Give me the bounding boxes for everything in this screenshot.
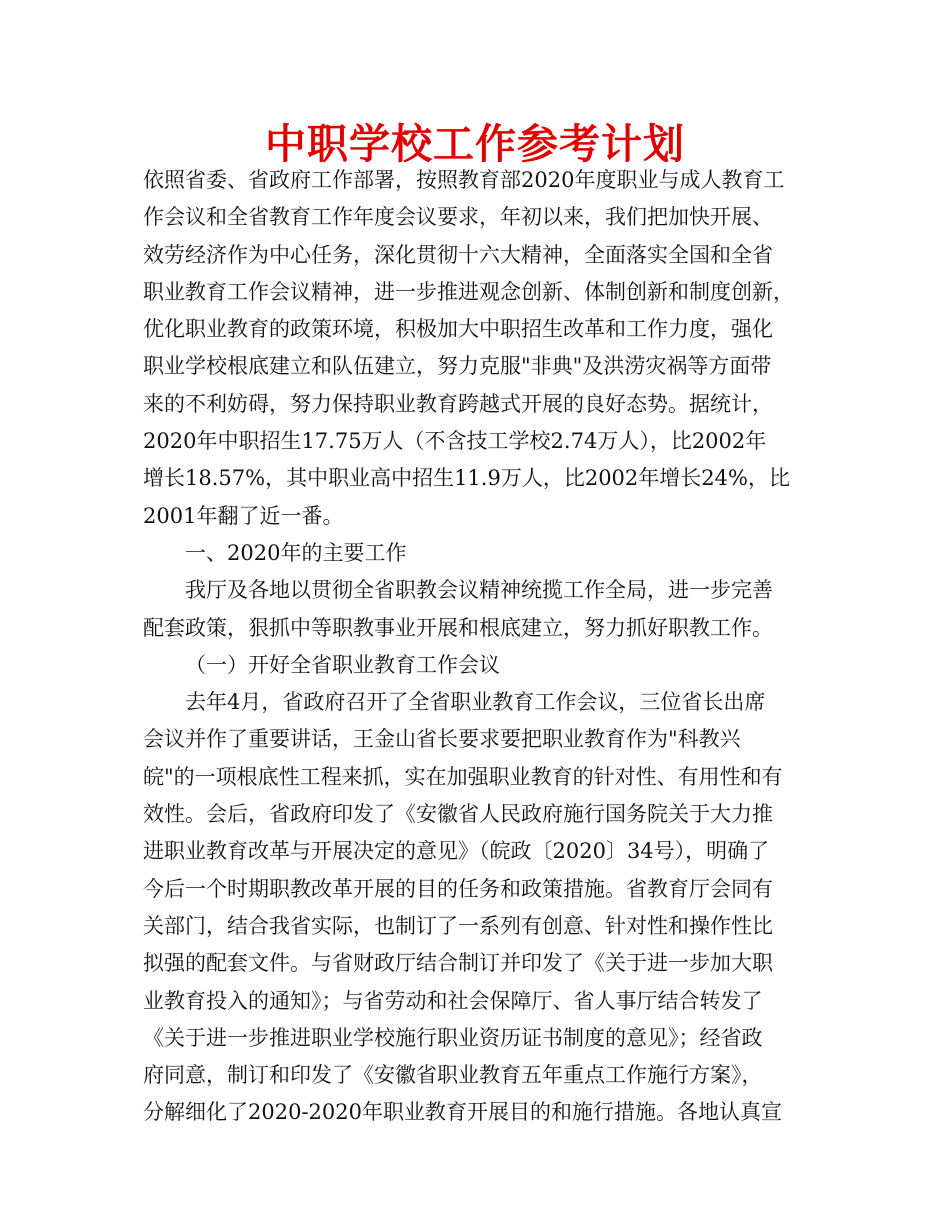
text-line: 进职业教育改革与开展决定的意见》（皖政〔2020〕34号），明确了 — [143, 839, 770, 864]
text-line: 优化职业教育的政策环境，积极加大中职招生改革和工作力度，强化 — [143, 317, 773, 342]
document-title: 中职学校工作参考计划 — [265, 120, 685, 168]
text-line: 《关于进一步推进职业学校施行职业资历证书制度的意见》；经省政 — [143, 1025, 763, 1050]
text-line: 关部门，结合我省实际，也制订了一系列有创意、针对性和操作性比 — [143, 913, 773, 938]
text-line: 皖"的一项根底性工程来抓，实在加强职业教育的针对性、有用性和有 — [143, 764, 783, 789]
text-line: 增长18.57%，其中职业高中招生11.9万人，比2002年增长24%，比 — [143, 466, 790, 491]
text-line: 业教育投入的通知》；与省劳动和社会保障厅、省人事厅结合转发了 — [143, 988, 763, 1013]
text-line: 依照省委、省政府工作部署，按照教育部2020年度职业与成人教育工 — [143, 168, 785, 192]
text-line: 2001年翻了近一番。 — [143, 503, 344, 528]
text-line: 会议并作了重要讲话，王金山省长要求要把职业教育作为"科教兴 — [143, 727, 741, 752]
text-line: 今后一个时期职教改革开展的目的任务和政策措施。省教育厅会同有 — [143, 876, 773, 901]
text-line: 去年4月，省政府召开了全省职业教育工作会议，三位省长出席 — [185, 690, 766, 715]
text-line: 职业学校根底建立和队伍建立，努力克服"非典"及洪涝灾祸等方面带 — [143, 354, 772, 379]
text-line: 2020年中职招生17.75万人（不含技工学校2.74万人），比2002年 — [143, 429, 767, 454]
text-line: 来的不利妨碍，努力保持职业教育跨越式开展的良好态势。据统计， — [143, 391, 773, 416]
document-body — [143, 162, 815, 1132]
text-line: 效劳经济作为中心任务，深化贯彻十六大精神，全面落实全国和全省 — [143, 242, 773, 267]
text-line: 我厅及各地以贯彻全省职教会议精神统揽工作全局，进一步完善 — [185, 578, 773, 603]
text-line: 拟强的配套文件。与省财政厅结合制订并印发了《关于进一步加大职 — [143, 951, 773, 976]
text-line: 配套政策，狠抓中等职教事业开展和根底建立，努力抓好职教工作。 — [143, 615, 773, 640]
text-line: 作会议和全省教育工作年度会议要求，年初以来，我们把加快开展、 — [143, 205, 773, 230]
text-line: 分解细化了2020-2020年职业教育开展目的和施行措施。各地认真宣 — [143, 1100, 782, 1125]
text-line: （一）开好全省职业教育工作会议 — [185, 652, 500, 677]
text-line: 职业教育工作会议精神，进一步推进观念创新、体制创新和制度创新， — [143, 279, 794, 304]
text-line: 府同意，制订和印发了《安徽省职业教育五年重点工作施行方案》， — [143, 1063, 763, 1088]
text-line: 一、2020年的主要工作 — [185, 540, 407, 565]
text-line: 效性。会后，省政府印发了《安徽省人民政府施行国务院关于大力推 — [143, 802, 773, 827]
